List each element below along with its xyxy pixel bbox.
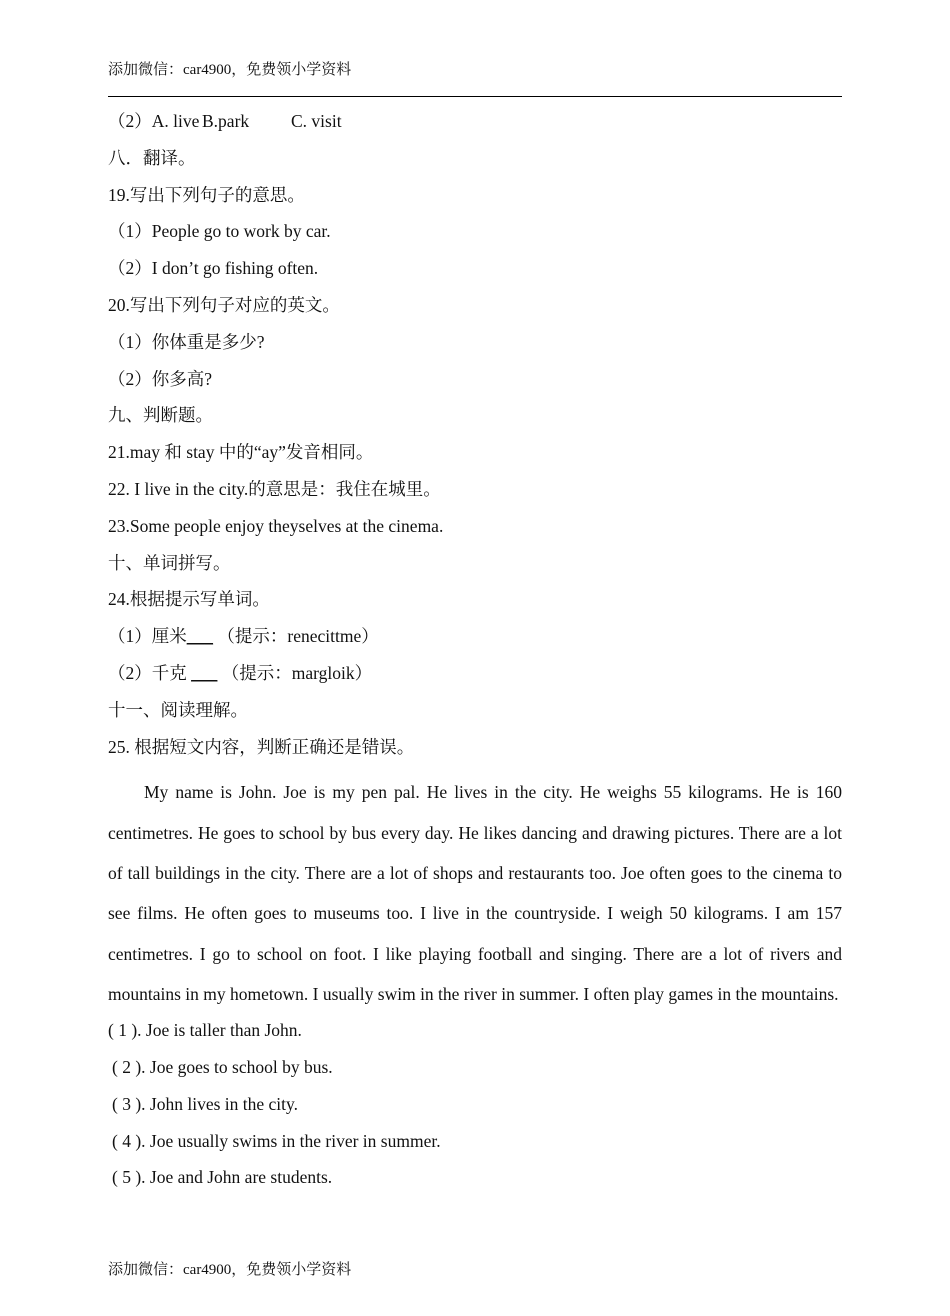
spelling-item-2 [108, 660, 842, 697]
section-heading-reading: 十一、阅读理解。 [108, 699, 248, 720]
option-b: B.park [202, 111, 250, 131]
spelling-item-1-blank: ___ [186, 626, 213, 647]
section-heading-true-false: 九、判断题。 [108, 405, 213, 426]
spelling-item-2-blank: ___ [191, 662, 218, 683]
section-heading-spelling: 十、单词拼写。 [108, 552, 231, 573]
page-header: 添加微信：car4900，免费领小学资料 [108, 62, 352, 78]
question-25: 25. 根据短文内容，判断正确还是错误。 [108, 736, 415, 757]
section-heading-translation: 八．翻译。 [108, 147, 196, 168]
spelling-item-2-hint: （提示：margloik） [217, 662, 373, 683]
reading-passage: My name is John. Joe is my pen pal. He lives in the city. He weighs 55 kilograms. He is 160 centimetres. He goes to school by bus every day. He likes dancing and drawing pictures. There are a lot of tall buildings in the city. There are a lot of shops and restaurants too. Joe often goes to the cinema to see films. He often goes to museums too. I live in the countryside. I weigh 50 kilograms. I am 157 centimetres. I go to school on foot. I like playing football and singing. There are a lot of rivers and mountains in my hometown. I usually swim in the river in summer. I often play games in the mountains. [108, 782, 842, 1004]
question-23: 23.Some people enjoy theyselves at the cinema. [108, 515, 444, 536]
question-20: 20.写出下列句子对应的英文。 [108, 294, 340, 315]
spelling-item-1-hint: （提示：renecittme） [213, 626, 379, 647]
statement-5: ( 5 ). Joe and John are students. [112, 1167, 333, 1188]
question-20-item-2: （2）你多高? [108, 368, 213, 389]
question-19-item-2: （2）I don’t go fishing often. [108, 258, 319, 279]
page-footer: 添加微信：car4900，免费领小学资料 [108, 1262, 352, 1278]
question-19: 19.写出下列句子的意思。 [108, 184, 305, 205]
q18-options [108, 108, 842, 145]
option-c: C. visit [291, 111, 342, 131]
statement-3: ( 3 ). John lives in the city. [112, 1093, 298, 1114]
spelling-item-2-prompt: （2）千克 [108, 662, 192, 683]
question-22: 22. I live in the city.的意思是：我住在城里。 [108, 478, 441, 499]
statement-4: ( 4 ). Joe usually swims in the river in summer. [112, 1130, 441, 1151]
question-19-item-1: （1）People go to work by car. [108, 221, 331, 242]
spelling-item-1-prompt: （1）厘米 [108, 626, 187, 647]
question-21: 21.may 和 stay 中的“ay”发音相同。 [108, 442, 374, 463]
spelling-item-1 [108, 623, 842, 660]
statement-2: ( 2 ). Joe goes to school by bus. [112, 1056, 333, 1077]
statement-1: ( 1 ). Joe is taller than John. [108, 1020, 302, 1041]
header-divider [108, 96, 842, 97]
question-24: 24.根据提示写单词。 [108, 589, 270, 610]
option-a: （2）A. live [108, 111, 200, 131]
question-20-item-1: （1）你体重是多少? [108, 331, 265, 352]
document-body [108, 108, 842, 1201]
